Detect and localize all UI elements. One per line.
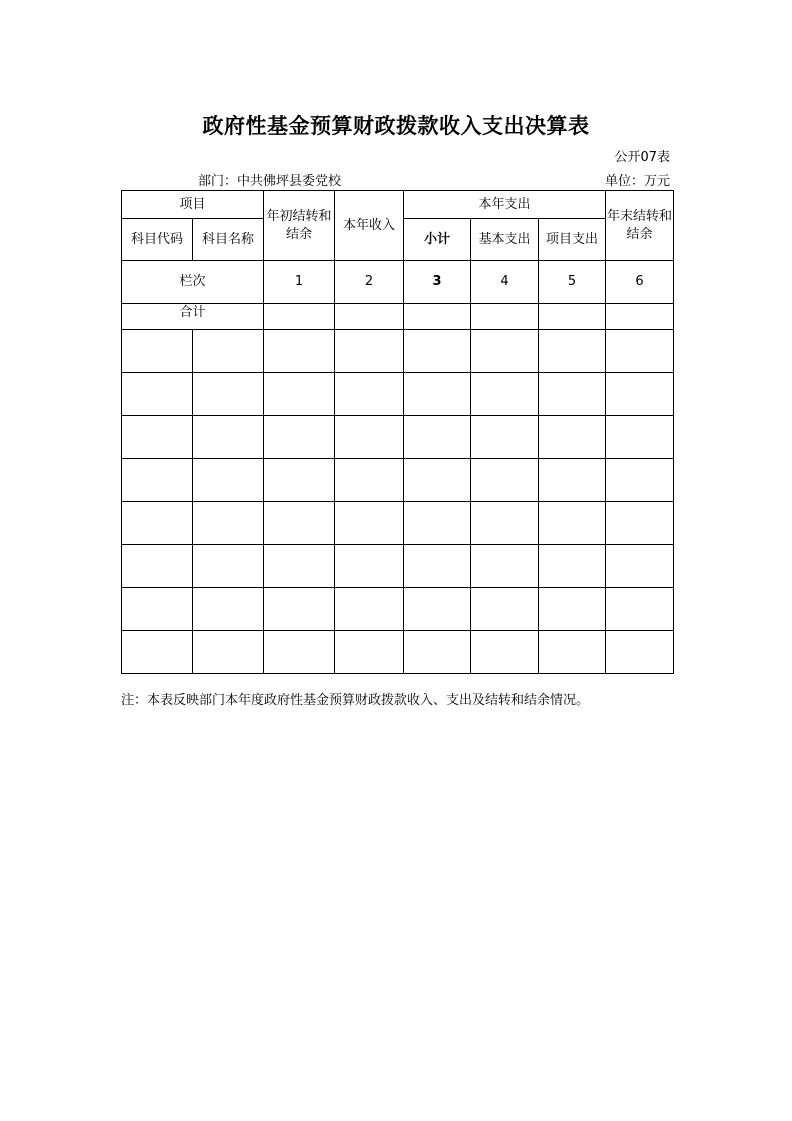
table-row: [122, 631, 674, 674]
table-cell: [335, 631, 404, 674]
header-basic-expense: 基本支出: [471, 219, 539, 261]
table-cell: [193, 330, 264, 373]
table-cell: [404, 502, 471, 545]
table-cell: [193, 459, 264, 502]
unit-label: 单位：万元: [604, 174, 670, 189]
table-row: [122, 373, 674, 416]
table-cell: [539, 631, 606, 674]
column-number-4: 4: [471, 261, 539, 304]
total-cell: [539, 304, 606, 330]
table-cell: [606, 502, 674, 545]
header-subtotal: 小计: [404, 219, 471, 261]
table-cell: [122, 373, 193, 416]
header-project-expense: 项目支出: [539, 219, 606, 261]
table-cell: [122, 588, 193, 631]
table-cell: [264, 373, 335, 416]
department-label: 部门：中共佛坪县委党校: [198, 174, 342, 189]
total-row: [122, 304, 674, 330]
table-cell: [606, 459, 674, 502]
column-number-2: 2: [335, 261, 404, 304]
table-row: [122, 502, 674, 545]
table-cell: [404, 459, 471, 502]
table-cell: [264, 631, 335, 674]
total-cell: [606, 304, 674, 330]
table-cell: [335, 416, 404, 459]
table-cell: [471, 588, 539, 631]
table-cell: [193, 631, 264, 674]
table-cell: [193, 545, 264, 588]
total-cell: [264, 304, 335, 330]
table-cell: [404, 588, 471, 631]
table-cell: [264, 459, 335, 502]
table-cell: [539, 330, 606, 373]
header-end-balance: 年末结转和结余: [606, 191, 674, 261]
table-cell: [335, 502, 404, 545]
table-cell: [606, 330, 674, 373]
table-cell: [264, 330, 335, 373]
table-cell: [264, 588, 335, 631]
column-number-5: 5: [539, 261, 606, 304]
table-cell: [122, 330, 193, 373]
table-cell: [404, 631, 471, 674]
table-cell: [335, 588, 404, 631]
table-cell: [539, 588, 606, 631]
header-income: 本年收入: [335, 191, 404, 261]
budget-table: [121, 190, 674, 674]
column-number-1: 1: [264, 261, 335, 304]
total-cell: [335, 304, 404, 330]
column-number-3: 3: [404, 261, 471, 304]
page-title: 政府性基金预算财政拨款收入支出决算表: [202, 114, 590, 138]
table-cell: [335, 459, 404, 502]
total-cell: [471, 304, 539, 330]
header-expense-group: 本年支出: [404, 191, 606, 219]
header-name: 科目名称: [193, 219, 264, 261]
total-row-label: 合计: [122, 304, 264, 330]
table-cell: [471, 416, 539, 459]
table-cell: [122, 459, 193, 502]
table-cell: [606, 631, 674, 674]
table-cell: [404, 545, 471, 588]
table-row: [122, 416, 674, 459]
table-cell: [404, 416, 471, 459]
table-cell: [471, 330, 539, 373]
table-cell: [606, 588, 674, 631]
table-cell: [264, 502, 335, 545]
table-cell: [193, 373, 264, 416]
table-cell: [264, 416, 335, 459]
table-cell: [606, 545, 674, 588]
table-row: [122, 588, 674, 631]
header-item: 项目: [122, 191, 264, 219]
table-row: [122, 545, 674, 588]
table-cell: [122, 416, 193, 459]
table-cell: [471, 545, 539, 588]
table-cell: [404, 330, 471, 373]
table-cell: [539, 459, 606, 502]
table-cell: [335, 545, 404, 588]
table-row: [122, 459, 674, 502]
table-cell: [606, 416, 674, 459]
table-cell: [404, 373, 471, 416]
total-cell: [404, 304, 471, 330]
table-cell: [471, 502, 539, 545]
column-number-row: [122, 261, 674, 304]
table-cell: [606, 373, 674, 416]
table-row: [122, 330, 674, 373]
table-cell: [264, 545, 335, 588]
footnote: 注：本表反映部门本年度政府性基金预算财政拨款收入、支出及结转和结余情况。: [121, 693, 590, 708]
table-cell: [539, 545, 606, 588]
table-cell: [335, 330, 404, 373]
column-number-label: 栏次: [122, 261, 264, 304]
table-cell: [471, 459, 539, 502]
header-begin-balance: 年初结转和结余: [264, 191, 335, 261]
table-cell: [471, 631, 539, 674]
table-cell: [122, 631, 193, 674]
table-cell: [539, 373, 606, 416]
column-number-6: 6: [606, 261, 674, 304]
table-cell: [539, 416, 606, 459]
header-code: 科目代码: [122, 219, 193, 261]
table-cell: [539, 502, 606, 545]
form-number: 公开07表: [614, 150, 670, 165]
table-cell: [335, 373, 404, 416]
table-cell: [471, 373, 539, 416]
table-cell: [122, 502, 193, 545]
table-cell: [193, 416, 264, 459]
table-cell: [193, 588, 264, 631]
table-cell: [122, 545, 193, 588]
table-cell: [193, 502, 264, 545]
